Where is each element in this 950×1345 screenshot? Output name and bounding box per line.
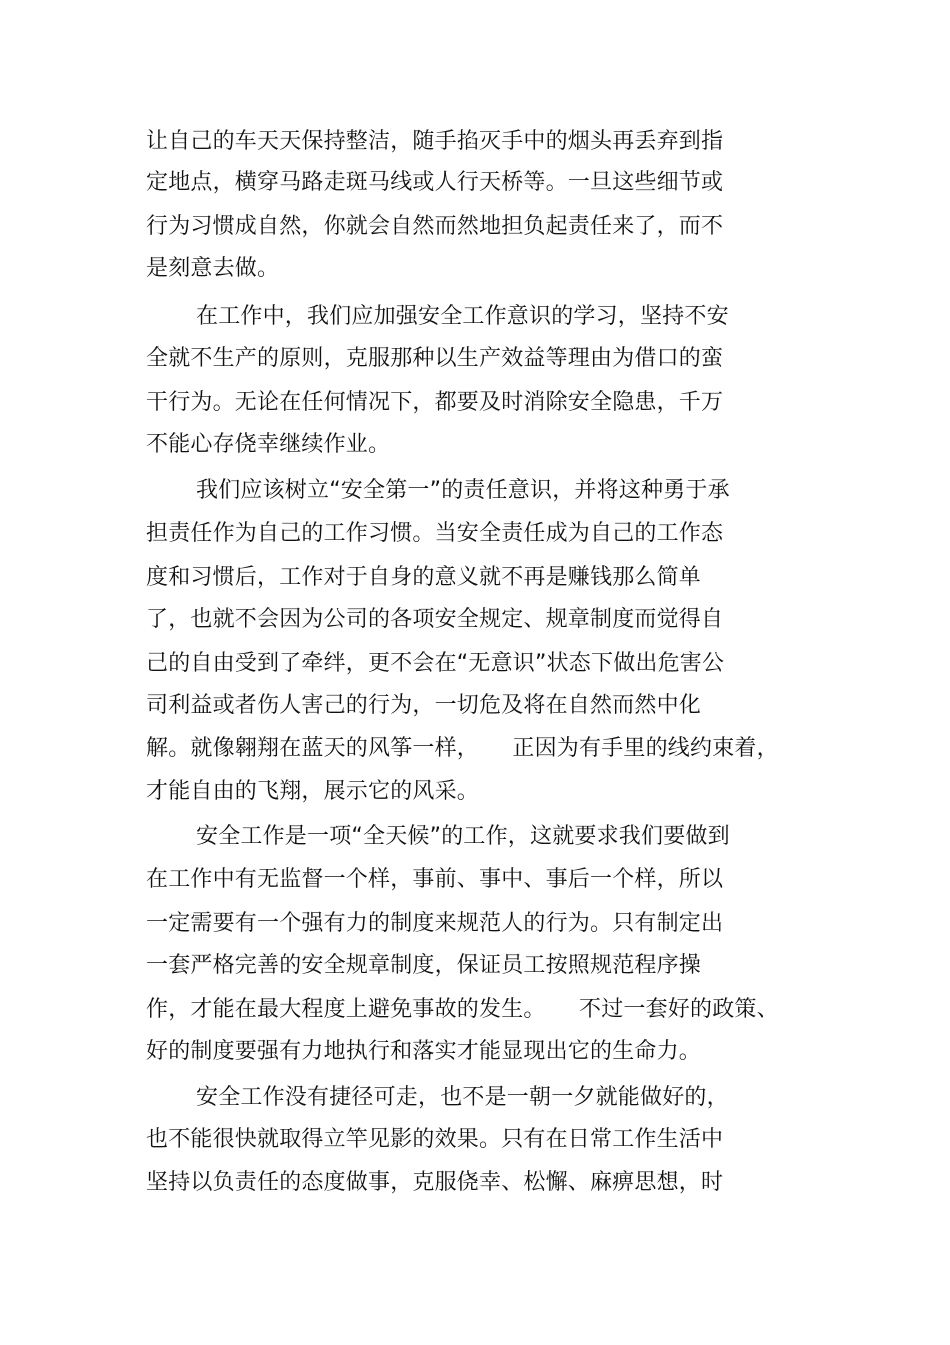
text-line: 作，才能在最大程度上避免事故的发生。 不过一套好的政策、 [146, 997, 779, 1022]
text-line: 了，也就不会因为公司的各项安全规定、规章制度而觉得自 [146, 607, 724, 632]
text-line: 解。就像翱翔在蓝天的风筝一样， 正因为有手里的线约束着， [146, 736, 779, 761]
text-line: 己的自由受到了牵绊，更不会在“无意识”状态下做出危害公 [146, 651, 725, 676]
text-line: 坚持以负责任的态度做事，克服侥幸、松懈、麻痹思想，时 [146, 1170, 724, 1195]
text-line: 担责任作为自己的工作习惯。当安全责任成为自己的工作态 [146, 521, 724, 546]
paragraph-start-line: 安全工作是一项“全天候”的工作，这就要求我们要做到 [196, 824, 730, 849]
text-line: 也不能很快就取得立竿见影的效果。只有在日常工作生活中 [146, 1127, 724, 1152]
text-line: 一套严格完善的安全规章制度，保证员工按照规范程序操 [146, 953, 702, 978]
paragraph-start-line: 在工作中，我们应加强安全工作意识的学习，坚持不安 [196, 304, 729, 329]
text-line: 不能心存侥幸继续作业。 [146, 432, 391, 457]
text-line: 是刻意去做。 [146, 256, 280, 281]
text-line: 司利益或者伤人害己的行为，一切危及将在自然而然中化 [146, 693, 702, 718]
text-line: 度和习惯后，工作对于自身的意义就不再是赚钱那么简单 [146, 565, 702, 590]
text-line: 一定需要有一个强有力的制度来规范人的行为。只有制定出 [146, 911, 724, 936]
text-line: 好的制度要强有力地执行和落实才能显现出它的生命力。 [146, 1039, 702, 1064]
text-line: 在工作中有无监督一个样，事前、事中、事后一个样，所以 [146, 867, 724, 892]
text-line: 行为习惯成自然，你就会自然而然地担负起责任来了，而不 [146, 214, 724, 239]
text-line: 干行为。无论在任何情况下，都要及时消除安全隐患，千万 [146, 390, 724, 415]
paragraph-start-line: 安全工作没有捷径可走，也不是一朝一夕就能做好的， [196, 1085, 729, 1110]
text-line: 让自己的车天天保持整洁，随手掐灭手中的烟头再丢弃到指 [146, 129, 724, 154]
text-line: 定地点，横穿马路走斑马线或人行天桥等。一旦这些细节或 [146, 170, 724, 195]
paragraph-start-line: 我们应该树立“安全第一”的责任意识，并将这种勇于承 [196, 478, 730, 503]
text-line: 全就不生产的原则，克服那种以生产效益等理由为借口的蛮 [146, 346, 724, 371]
text-line: 才能自由的飞翔，展示它的风采。 [146, 779, 480, 804]
